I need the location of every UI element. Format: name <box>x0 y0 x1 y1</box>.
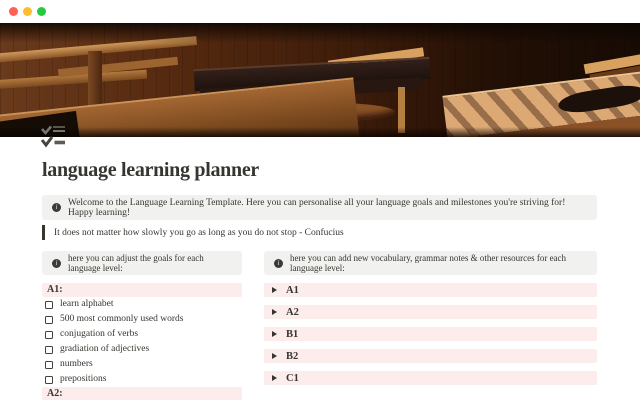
cover-shape <box>0 23 640 43</box>
toggle-b2[interactable] <box>264 349 597 363</box>
todo-item <box>42 312 242 327</box>
toggle-a1[interactable] <box>264 283 597 297</box>
page-body <box>0 157 640 400</box>
toggle-label: A1 <box>286 284 299 296</box>
toggle-label: A2 <box>286 306 299 318</box>
checkbox[interactable] <box>45 316 53 324</box>
checkbox[interactable] <box>45 376 53 384</box>
toggle-a2[interactable] <box>264 305 597 319</box>
checklist-icon[interactable] <box>40 124 66 148</box>
toggle-label: B1 <box>286 328 299 340</box>
quote-bar <box>42 225 45 240</box>
cover-shape <box>0 127 640 137</box>
todo-label: gradiation of adjectives <box>60 344 150 354</box>
info-icon <box>52 203 61 212</box>
chevron-right-icon <box>272 331 277 337</box>
close-button[interactable] <box>9 7 18 16</box>
level-heading-a1: A1: <box>42 283 242 297</box>
todo-item <box>42 327 242 342</box>
resources-callout <box>264 251 597 275</box>
quote-text: It does not matter how slowly you go as long as you do not stop - Confucius <box>54 227 344 238</box>
todo-item <box>42 372 242 387</box>
todo-label: conjugation of verbs <box>60 329 139 339</box>
info-icon <box>52 259 61 268</box>
info-icon <box>274 259 283 268</box>
chevron-right-icon <box>272 309 277 315</box>
todo-item <box>42 297 242 312</box>
welcome-callout-text: Welcome to the Language Learning Template. Here you can personalise all your language goals and milestones you're striving for! Happy learning! <box>68 197 566 218</box>
chevron-right-icon <box>272 353 277 359</box>
resources-callout-text: here you can add new vocabulary, grammar notes & other resources for each language level: <box>290 253 567 273</box>
window-titlebar <box>0 0 640 23</box>
toggle-label: B2 <box>286 350 299 362</box>
checkbox[interactable] <box>45 361 53 369</box>
checkbox[interactable] <box>45 331 53 339</box>
checkbox[interactable] <box>45 301 53 309</box>
todo-item <box>42 357 242 372</box>
todo-label: prepositions <box>60 374 107 384</box>
welcome-callout <box>42 195 597 220</box>
two-column-layout <box>42 251 597 400</box>
todo-label: numbers <box>60 359 93 369</box>
goals-column <box>42 251 242 400</box>
todo-item <box>42 342 242 357</box>
toggle-label: C1 <box>286 372 299 384</box>
goals-callout <box>42 251 242 275</box>
chevron-right-icon <box>272 287 277 293</box>
todo-label: learn alphabet <box>60 299 114 309</box>
quote-block <box>42 225 597 240</box>
level-heading-a2: A2: <box>42 387 242 400</box>
page-title: language learning planner <box>42 159 259 181</box>
minimize-button[interactable] <box>23 7 32 16</box>
zoom-button[interactable] <box>37 7 46 16</box>
resources-column <box>264 251 597 400</box>
toggle-b1[interactable] <box>264 327 597 341</box>
goals-callout-text: here you can adjust the goals for each language level: <box>68 253 204 273</box>
cover-image <box>0 23 640 137</box>
todo-label: 500 most commonly used words <box>60 314 184 324</box>
chevron-right-icon <box>272 375 277 381</box>
checkbox[interactable] <box>45 346 53 354</box>
toggle-c1[interactable] <box>264 371 597 385</box>
